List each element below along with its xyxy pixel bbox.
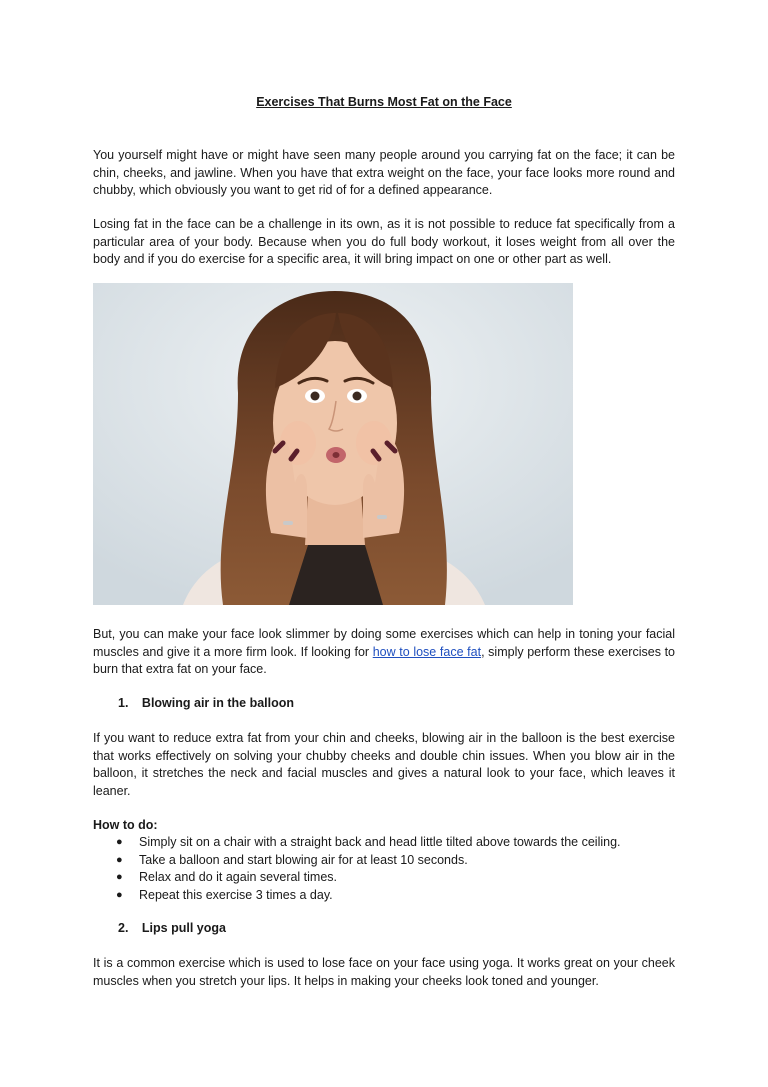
paragraph-3-text-before-link: But, you can make your face look slimmer by doing some exercises which can help in toning your facial muscles and give it a more firm look. If looking for [93,627,675,659]
section-2-number: 2. [118,921,129,935]
document-title: Exercises That Burns Most Fat on the Face [256,95,512,109]
how-to-label: How to do: [93,818,158,832]
list-item: ● Repeat this exercise 3 times a day. [93,887,621,905]
section-2-body: It is a common exercise which is used to lose face on your face using yoga. It works great on your cheek muscles when you stretch your lips. It helps in making your cheeks look toned and younger. [93,956,675,988]
bullet-icon: ● [116,836,123,848]
how-to-steps-list [93,834,621,904]
list-item: ● Take a balloon and start blowing air for at least 10 seconds. [93,852,621,870]
intro-paragraph-1: You yourself might have or might have seen many people around you carrying fat on the face; it can be chin, cheeks, and jawline. When you have that extra weight on the face, your face looks more round and chubby, which obviously you want to get rid of for a defined appearance. [93,148,675,197]
bullet-icon: ● [116,871,123,883]
section-2-title: Lips pull yoga [141,921,226,935]
list-item: ● Relax and do it again several times. [93,869,621,887]
intro-paragraph-2: Losing fat in the face can be a challenge in its own, as it is not possible to reduce fat specifically from a particular area of your body. Because when you do full body workout, it loses weight from all over the body and if you do exercise for a specific area, it will bring impact on one or other part as well. [93,217,675,266]
section-1-title: Blowing air in the balloon [141,696,295,710]
paragraph-3-text-after-link: , simply perform these exercises to burn that extra fat on your face. [93,644,676,676]
section-2-heading [118,921,226,935]
lose-face-fat-link[interactable]: how to lose face fat [372,644,482,659]
woman-puffing-cheeks-photo [93,283,573,605]
section-1-heading [118,696,294,710]
list-item: ● Simply sit on a chair with a straight back and head little tilted above towards the ceiling. [93,834,621,852]
paragraph-3 [93,626,675,679]
section-1-number: 1. [118,696,129,710]
photo-illustration [93,283,573,605]
bullet-icon: ● [116,888,123,901]
section-1-body: If you want to reduce extra fat from your chin and cheeks, blowing air in the balloon is the best exercise that works effectively on solving your chubby cheeks and double chin issues. When you blow air in the balloon, it stretches the neck and facial muscles and gives a natural look to your face, which leaves it leaner. [93,731,675,798]
bullet-icon: ● [116,853,123,866]
